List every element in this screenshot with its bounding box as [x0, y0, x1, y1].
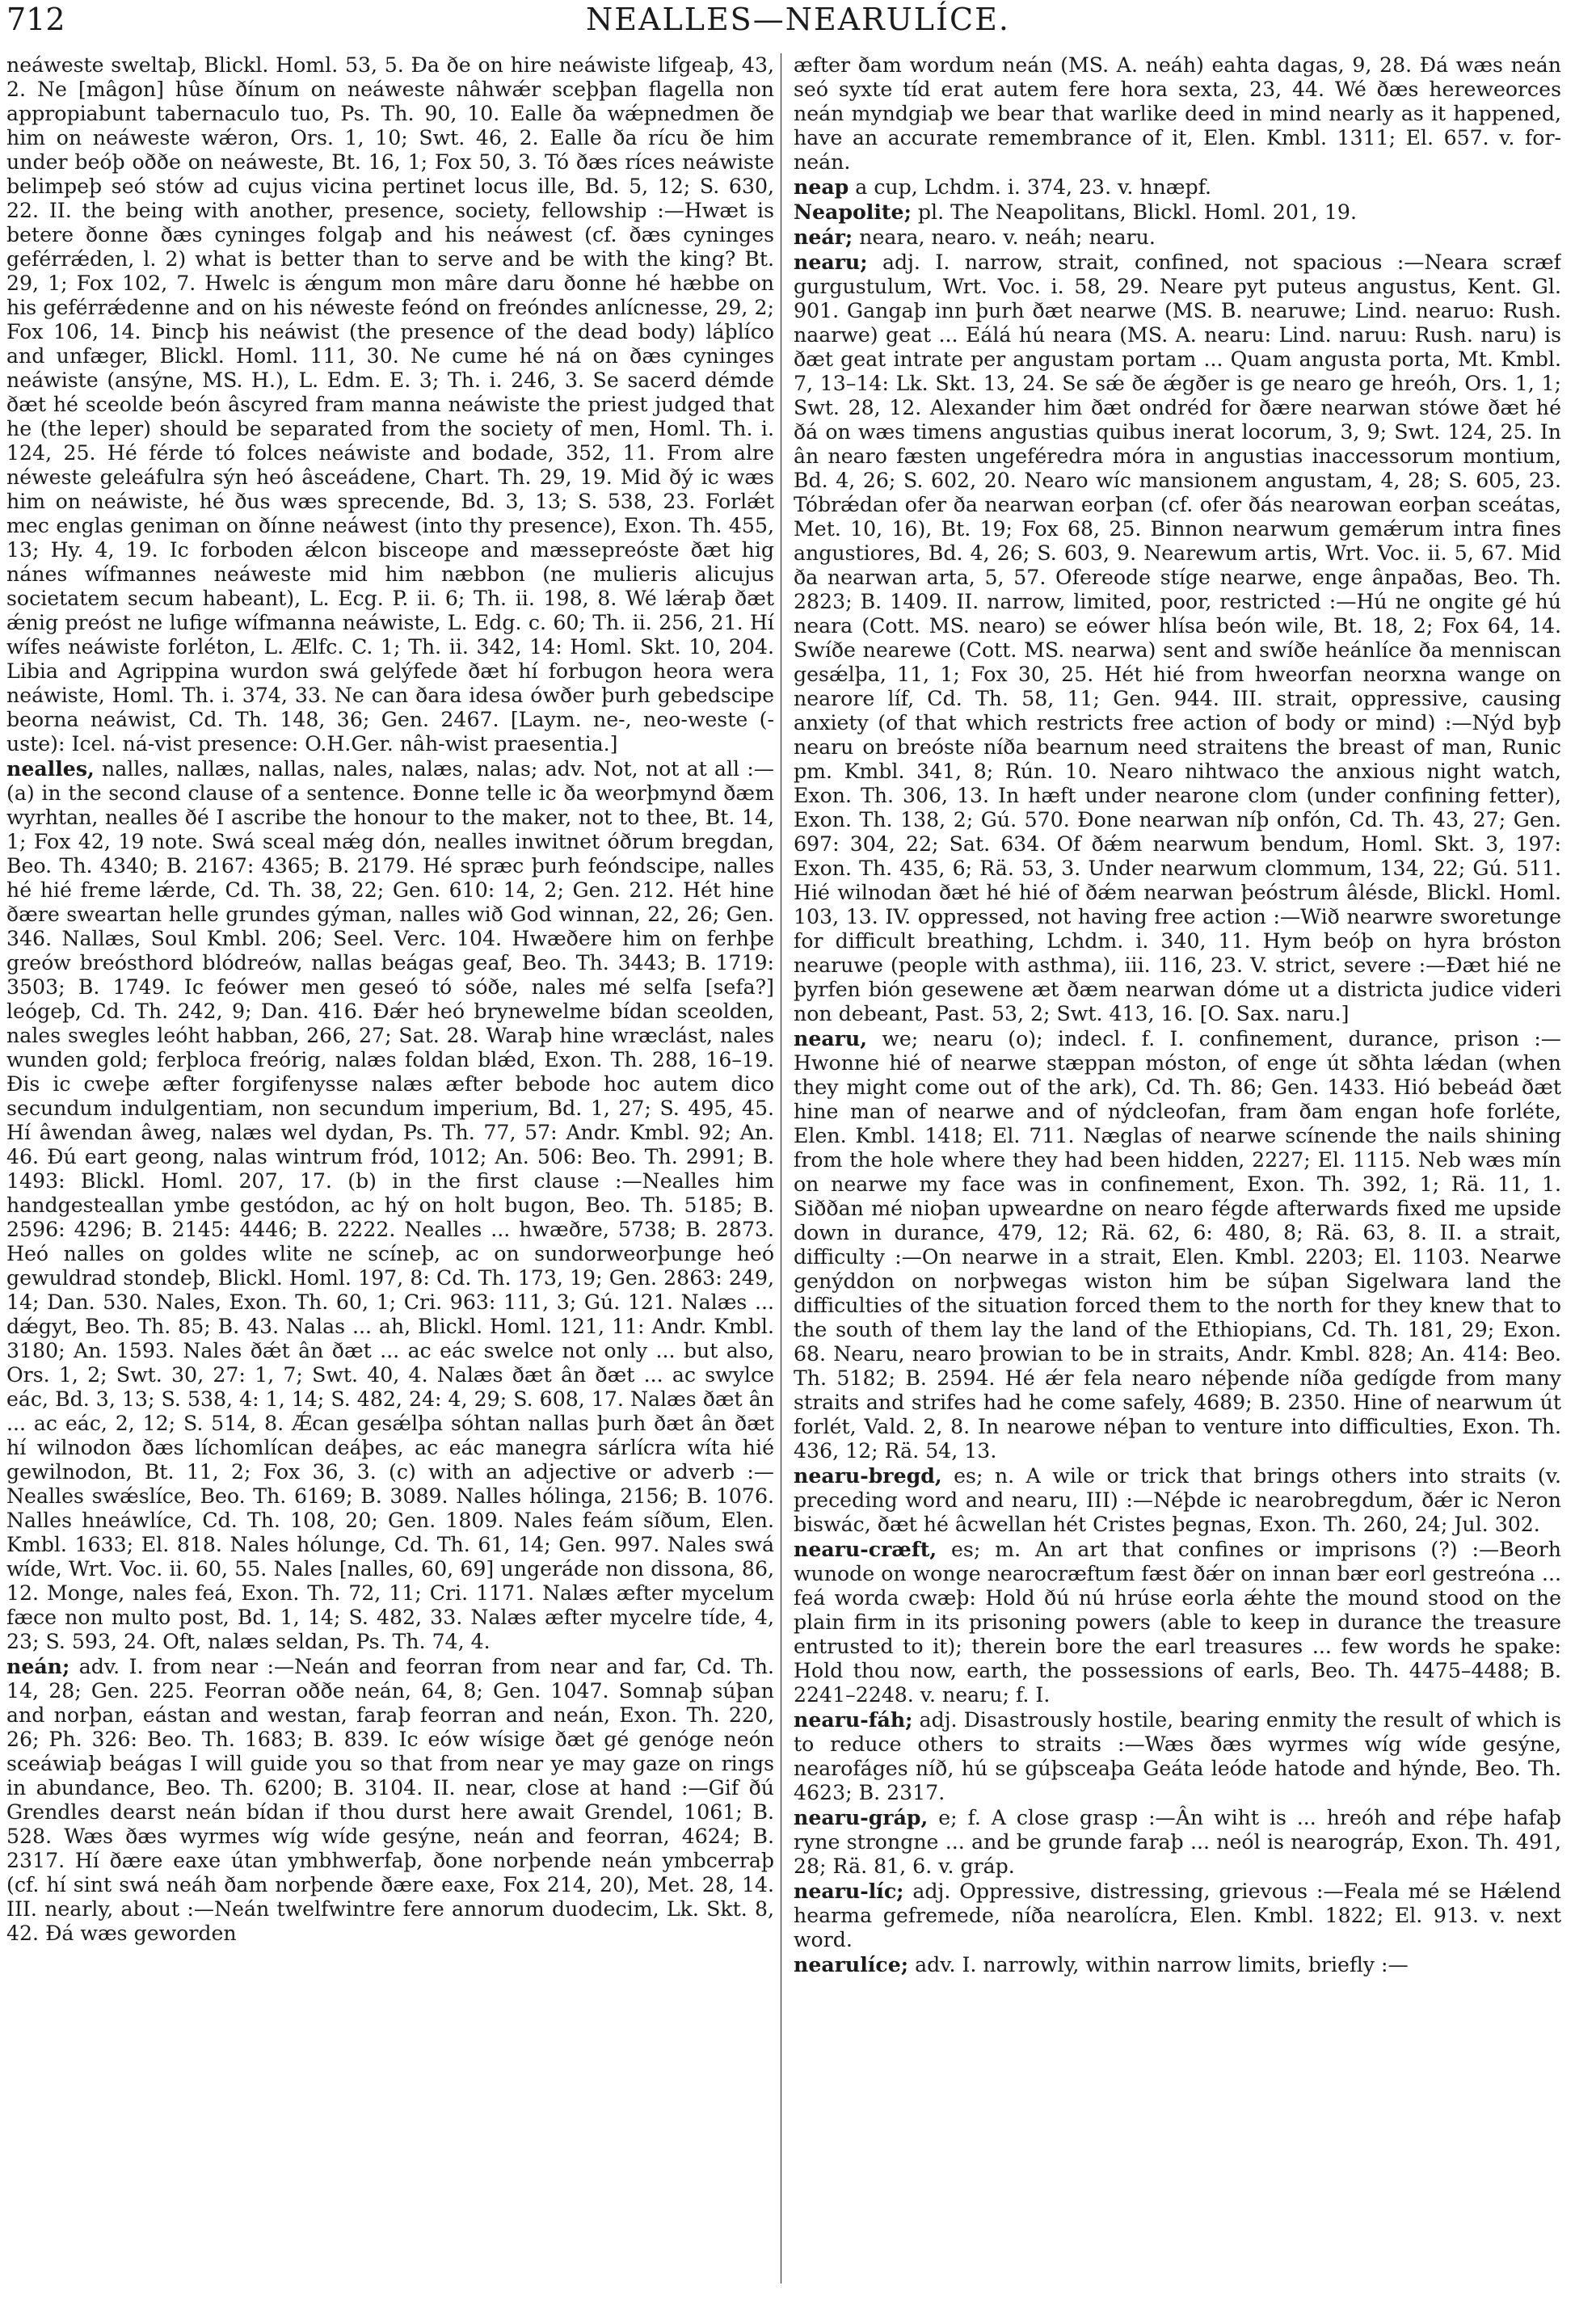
headword: neap [794, 175, 849, 199]
entry-nearu-noun [794, 1026, 1561, 1463]
left-column [6, 53, 774, 2300]
entry-text: adv. I. narrowly, within narrow limits, briefly :— [915, 1953, 1409, 1976]
headword: nearu; [794, 250, 868, 274]
entry-text: adj. I. narrow, strait, confined, not spacious :—Neara scræf gurgustulum, Wrt. Voc. i. 58, 29. Neare pyt puteus angustus, Kent. Gl. 901. Gangaþ inn þurh ðæt nearwe (MS. B. nearuwe; Lind. nearuo: Rush. naarwe) geat ... Eálá hú neara (MS. A. nearu: Lind. naruu: Rush. naru) is ðæt geat intrate per angustam portam ... Quam angusta porta, Mt. Kmbl. 7, 13–14: Lk. Skt. 13, 24. Se sǽ ðe ǽgðer is ge nearo ge hreóh, Ors. 1, 1; Swt. 28, 12. Alexander him ðæt ondréd for ðære nearwan stówe ðæt hé ðá on wæs timens angustias quibus inerat locorum, 3, 9; Swt. 124, 25. In ân nearo fæsten ungeféredra móra in angustias inaccessorum montium, Bd. 4, 26; S. 602, 20. Nearo wíc mansionem angustam, 4, 28; S. 605, 23. Tóbrǽdan ofer ða nearwan eorþan (cf. ofer ðás nearowan eorþan sceátas, Met. 10, 16), Bt. 19; Fox 68, 25. Binnon nearwum gemǽrum intra fines angustiores, Bd. 4, 26; S. 603, 9. Nearewum artis, Wrt. Voc. ii. 5, 67. Mid ða nearwan arta, 5, 57. Ofereode stíge nearwe, enge ânpaðas, Beo. Th. 2823; B. 1409. II. narrow, limited, poor, restricted :—Hú ne ongite gé hú neara (Cott. MS. nearo) se eówer hlísa beón wile, Bt. 18, 2; Fox 64, 14. Swíðe nearewe (Cott. MS. nearwa) sent and swíðe heánlíce ða menniscan gesǽlþa, 11, 1; Fox 30, 25. Hét hié from hweorfan neorxna wange on nearore líf, Cd. Th. 58, 11; Gen. 944. III. strait, oppressive, causing anxiety (of that which restricts free action of body or mind) :—Nýd byþ nearu on breóste níða bearnum need straitens the breast of man, Runic pm. Kmbl. 341, 8; Rún. 10. Nearo nihtwaco the anxious night watch, Exon. Th. 306, 13. In hæft under nearone clom (under confining fetter), Exon. Th. 138, 2; Gú. 570. Ðone nearwan níþ onfón, Cd. Th. 43, 27; Gen. 697: 304, 22; Sat. 634. Of ðǽm nearwum bendum, Homl. Skt. 3, 197: Exon. Th. 435, 6; Rä. 53, 3. Under nearwum clommum, 134, 22; Gú. 511. Hié wilnodan ðæt hé hié of ðǽm nearwan þeóstrum âlésde, Blickl. Homl. 103, 13. IV. oppressed, not having free action :—Wið nearwre sworetunge for difficult breathing, Lchdm. i. 340, 11. Hym beóþ on hyra bróston nearuwe (people with asthma), iii. 116, 23. V. strict, severe :—Ðæt hié ne þyrfen bión gesewene æt ðæm nearwan dóme ut a districta judice videri non debeant, Past. 53, 2; Swt. 413, 16. [O. Sax. naru.] [794, 250, 1561, 1025]
headword: nearu-fáh; [794, 1707, 913, 1732]
running-title: NEALLES—NEARULÍCE. [586, 2, 1010, 37]
entry-continuation [794, 53, 1561, 175]
entry-nearu-lic [794, 1879, 1561, 1952]
entry-text: neáweste sweltaþ, Blickl. Homl. 53, 5. Ða ðe on hire neáwiste lifgeaþ, 43, 2. Ne [mâgon] hûse ðínum on neáweste nâhwǽr sceþþan flagella non appropiabunt tabernaculo tuo, Ps. Th. 90, 10. Ealle ða wǽpnedmen ðe him on neáweste wǽron, Ors. 1, 10; Swt. 46, 2. Ealle ða rícu ðe him under beóþ oððe on neáweste, Bt. 16, 1; Fox 50, 3. Tó ðæs ríces neáwiste belimpeþ seó stów ad cujus vicina pertinet locus ille, Bd. 5, 12; S. 630, 22. II. the being with another, presence, society, fellowship :—Hwæt is betere ðonne ðæs cyninges folgaþ and his neáwest (cf. ðæs cyninges geférrǽden, l. 2) what is better than to serve and be with the king? Bt. 29, 1; Fox 102, 7. Hwelc is ǽngum mon mâre daru ðonne hé hæbbe on his geférrǽdenne and on his néweste feónd on freóndes anlícnesse, 29, 2; Fox 106, 14. Þincþ his neáwist (the presence of the dead body) láþlíco and unfæger, Blickl. Homl. 111, 30. Ne cume hé ná on ðæs cyninges neáwiste (ansýne, MS. H.), L. Edm. E. 3; Th. i. 246, 3. Se sacerd démde ðæt hé sceolde beón âscyred fram manna neáwiste the priest judged that he (the leper) should be separated from the society of men, Homl. Th. i. 124, 25. Hé férde tó folces neáwiste and bodade, 352, 11. From alre néweste geleáfulra sýn heó âsceádene, Chart. Th. 29, 19. Mid ðý ic wæs him on neáwiste, hé ðus wæs sprecende, Bd. 3, 13; S. 538, 23. Forlǽt mec englas geniman on ðínne neáwest (into thy presence), Exon. Th. 455, 13; Hy. 4, 19. Ic forboden ǽlcon bisceope and mæssepreóste ðæt hig nánes wífmannes neáweste mid him næbbon (ne mulieris alicujus societatem secum habeant), L. Ecg. P. ii. 6; Th. ii. 198, 8. Wé lǽraþ ðæt ǽnig preóst ne lufige wífmanna neáwiste, L. Edg. c. 60; Th. ii. 256, 21. Hí wífes neáwiste forléton, L. Ælfc. C. 1; Th. ii. 342, 14: Homl. Skt. 10, 204. Libia and Agrippina wurdon swá gelýfede ðæt hí forbugon heora wera neáwiste, Homl. Th. i. 374, 33. Ne can ðara idesa ówðer þurh gebedscipe beorna neáwist, Cd. Th. 148, 36; Gen. 2467. [Laym. ne-, neo-weste (-uste): Icel. ná-vist presence: O.H.Ger. nâh-wist praesentia.] [6, 53, 774, 756]
entry-nearu-craeft [794, 1537, 1561, 1707]
entry-text: æfter ðam wordum neán (MS. A. neáh) eahta dagas, 9, 28. Ðá wæs neán seó syxte tíd erat autem fere hora sexta, 23, 44. Wé ðæs hereweorces neán myndgiaþ we bear that warlike deed in mind nearly as it happened, have an accurate remembrance of it, Elen. Kmbl. 1311; El. 657. v. for-neán. [794, 53, 1561, 174]
headword: nearu-gráp, [794, 1805, 929, 1829]
entry-text: pl. The Neapolitans, Blickl. Homl. 201, 19. [917, 200, 1357, 224]
entry-nealles [6, 756, 774, 1654]
entry-near [794, 225, 1561, 250]
entry-text: neara, nearo. v. neáh; nearu. [859, 225, 1156, 249]
entry-text: adj. Disastrously hostile, bearing enmity the result of which is to reduce others to straits :—Wæs ðæs wyrmes wíg wíde gesýne, nearofáges níð, hú se gúþsceaþa Geáta leóde hatode and hýnde, Beo. Th. 4623; B. 2317. [794, 1708, 1561, 1804]
entry-text: es; m. An art that confines or imprisons (?) :—Beorh wunode on wonge nearocræftum fæst ðǽr on innan bær eorl gestreóna ... feá worda cwæþ: Hold ðú nú hrúse eorla ǽhte the mound stood on the plain firm in its prisoning powers (able to keep in durance the treasure entrusted to it); therein bore the earl treasures ... few words he spake: Hold thou now, earth, the possessions of earls, Beo. Th. 4475–4488; B. 2241–2248. v. nearu; f. I. [794, 1538, 1561, 1707]
headword: nearu-líc; [794, 1879, 904, 1903]
headword: nearu-cræft, [794, 1537, 937, 1561]
entry-text: we; nearu (o); indecl. f. I. confinement, durance, prison :—Hwonne hié of nearwe stæppan móston, of enge út sðhta lǽdan (when they might come out of the ark), Cd. Th. 86; Gen. 1433. Hió bebeád ðæt hine man of nearwe and of nýdcleofan, fram ðam engan hofe forléte, Elen. Kmbl. 1418; El. 711. Næglas of nearwe scínende the nails shining from the hole where they had been hidden, 2227; El. 1115. Neb wæs mín on nearwe my face was in confinement, Exon. Th. 392, 1; Rä. 11, 1. Siððan mé nioþan upweardne on nearo fégde afterwards fixed me upside down in durance, 479, 12; Rä. 62, 6: 480, 8; Rä. 63, 8. II. a strait, difficulty :—On nearwe in a strait, Elen. Kmbl. 2203; El. 1103. Nearwe genýddon on norþwegas wiston him be súþan Sigelwara land the difficulties of the situation forced them to the north for they knew that to the south of them lay the land of the Ethiopians, Cd. Th. 181, 29; Exon. 68. Nearu, nearo þrowian to be in straits, Andr. Kmbl. 828; An. 414: Beo. Th. 5182; B. 2594. Hé ǽr fela nearo néþende níða gedígde from many straits and strifes had he come safely, 4689; B. 2350. Hine of nearwum út forlét, Vald. 2, 8. In nearowe néþan to venture into difficulties, Exon. Th. 436, 12; Rä. 54, 13. [794, 1027, 1561, 1463]
entry-nearu-fah [794, 1707, 1561, 1805]
headword: Neapolite; [794, 200, 912, 224]
entry-text: e; f. A close grasp :—Ân wiht is ... hreóh and réþe hafaþ ryne strongne ... and be grunde faraþ ... neól is nearográp, Exon. Th. 491, 28; Rä. 81, 6. v. gráp. [794, 1806, 1561, 1878]
entry-continuation [6, 53, 774, 756]
headword: nearu, [794, 1026, 868, 1050]
headword: nealles, [6, 756, 95, 781]
entry-text: adv. I. from near :—Neán and feorran from near and far, Cd. Th. 14, 28; Gen. 225. Feorran oððe neán, 64, 8; Gen. 1047. Somnaþ súþan and norþan, eástan and westan, faraþ feorran and neán, Exon. Th. 220, 26; Ph. 326: Beo. Th. 1683; B. 839. Ic eów wísige ðæt gé genóge neón sceáwiaþ beágas I will guide you so that from near ye may gaze on rings in abundance, Beo. Th. 6200; B. 3104. II. near, close at hand :—Gif ðú Grendles dearst neán bídan if thou durst here await Grendel, 1061; B. 528. Wæs ðæs wyrmes wíg wíde gesýne, neán and feorran, 4624; B. 2317. Hí ðære eaxe útan ymbhwerfaþ, ðone norþende neán ymbcerraþ (cf. hí sint swá neáh ðam norþende ðære eaxe, Fox 214, 20), Met. 28, 14. III. nearly, about :—Neán twelfwintre fere annorum duodecim, Lk. Skt. 8, 42. Ðá wæs geworden [6, 1655, 774, 1945]
headword: nearu-bregd, [794, 1463, 942, 1488]
entry-text: adj. Oppressive, distressing, grievous :—Feala mé se Hǽlend hearma gefremede, níða nearolícra, Elen. Kmbl. 1822; El. 913. v. next word. [794, 1880, 1561, 1951]
entry-neapolite [794, 200, 1561, 225]
entry-nearu-grap [794, 1805, 1561, 1879]
entry-text: es; n. A wile or trick that brings others into straits (v. preceding word and nearu, III) :—Néþde ic nearobregdum, ðǽr ic Neron biswác, ðæt hé âcwellan hét Cristes þegnas, Exon. Th. 260, 24; Jul. 302. [794, 1464, 1561, 1536]
entry-nean [6, 1654, 774, 1946]
headword: neár; [794, 225, 853, 249]
entry-nearu-bregd [794, 1463, 1561, 1537]
entry-text: nalles, nallæs, nallas, nales, nalæs, nalas; adv. Not, not at all :—(a) in the second clause of a sentence. Ðonne telle ic ða weorþmynd ðæm wyrhtan, nealles ðé I ascribe the honour to the maker, not to thee, Bt. 14, 1; Fox 42, 19 note. Swá sceal mǽg dón, nealles inwitnet óðrum bregdan, Beo. Th. 4340; B. 2167: 4365; B. 2179. Hé spræc þurh feóndscipe, nalles hé hié freme lǽrde, Cd. Th. 38, 22; Gen. 610: 14, 2; Gen. 212. Hét hine ðære sweartan helle grundes gýman, nalles wið God winnan, 22, 26; Gen. 346. Nallæs, Soul Kmbl. 206; Seel. Verc. 104. Hwæðere him on ferhþe greów breósthord blódreów, nallas beágas geaf, Beo. Th. 3443; B. 1719: 3503; B. 1749. Ic feówer men geseó tó sóðe, nales mé selfa [sefa?] leógeþ, Cd. Th. 242, 9; Dan. 416. Ðǽr heó brynewelme bídan sceolden, nales swegles leóht habban, 266, 27; Sat. 28. Waraþ hine wræclást, nales wunden gold; ferþloca freórig, nalæs foldan blǽd, Exon. Th. 288, 16–19. Ðis ic cweþe æfter forgifenysse nalæs æfter bebode hoc autem dico secundum indulgentiam, non secundum imperium, Bd. 1, 27; S. 495, 45. Hí âwendan âweg, nalæs wel dydan, Ps. Th. 77, 57: Andr. Kmbl. 92; An. 46. Ðú eart geong, nalas wintrum fród, 1012; An. 506: Beo. Th. 2991; B. 1493: Blickl. Homl. 207, 17. (b) in the first clause :—Nealles him handgesteallan ymbe gestódon, ac hý on holt bugon, Beo. Th. 5185; B. 2596: 4296; B. 2145: 4446; B. 2222. Nealles ... hwæðre, 5738; B. 2873. Heó nalles on goldes wlite ne scíneþ, ac on sundorweorþunge heó gewuldrad stondeþ, Blickl. Homl. 197, 8: Cd. Th. 173, 19; Gen. 2863: 249, 14; Dan. 530. Nales, Exon. Th. 60, 1; Cri. 963: 111, 3; Gú. 121. Nalæs ... dǽgyt, Beo. Th. 85; B. 43. Nalas ... ah, Blickl. Homl. 121, 11: Andr. Kmbl. 3180; An. 1593. Nales ðǽt ân ðæt ... ac eác swelce not only ... but also, Ors. 1, 2; Swt. 30, 27: 1, 7; Swt. 40, 4. Nalæs ðæt ân ðæt ... ac swylce eác, Bd. 3, 13; S. 538, 4: 1, 14; S. 482, 24: 4, 29; S. 608, 17. Nalæs ðæt ân ... ac eác, 2, 12; S. 514, 8. Ǽcan gesǽlþa sóhtan nallas þurh ðæt ân ðæt hí wilnodon ðæs líchomlícan deáþes, ac eác manegra sárlícra wíta hié gewilnodon, Bt. 11, 2; Fox 36, 3. (c) with an adjective or adverb :—Nealles swǽslíce, Beo. Th. 6169; B. 3089. Nalles hólinga, 2156; B. 1076. Nalles hneáwlíce, Cd. Th. 108, 20; Gen. 1809. Nales feám síðum, Elen. Kmbl. 1633; El. 818. Nales hólunge, Cd. Th. 61, 14; Gen. 997. Nales swá wíde, Wrt. Voc. ii. 60, 55. Nales [nalles, 60, 69] ungeráde non dissona, 86, 12. Monge, nales feá, Exon. Th. 72, 11; Cri. 1171. Nalæs æfter mycelum fæce non multo post, Bd. 1, 14; S. 482, 33. Nalæs æfter mycelre tíde, 4, 23; S. 593, 24. Oft, nalæs seldan, Ps. Th. 74, 4. [6, 757, 774, 1653]
entry-text: a cup, Lchdm. i. 374, 23. v. hnæpf. [855, 175, 1212, 199]
entry-neap [794, 175, 1561, 200]
entry-nearu-adj [794, 250, 1561, 1026]
headword: neán; [6, 1654, 70, 1678]
entry-nearulice [794, 1952, 1561, 1977]
right-column [794, 53, 1561, 2300]
page-number: 712 [6, 2, 65, 37]
headword: nearulíce; [794, 1952, 909, 1976]
